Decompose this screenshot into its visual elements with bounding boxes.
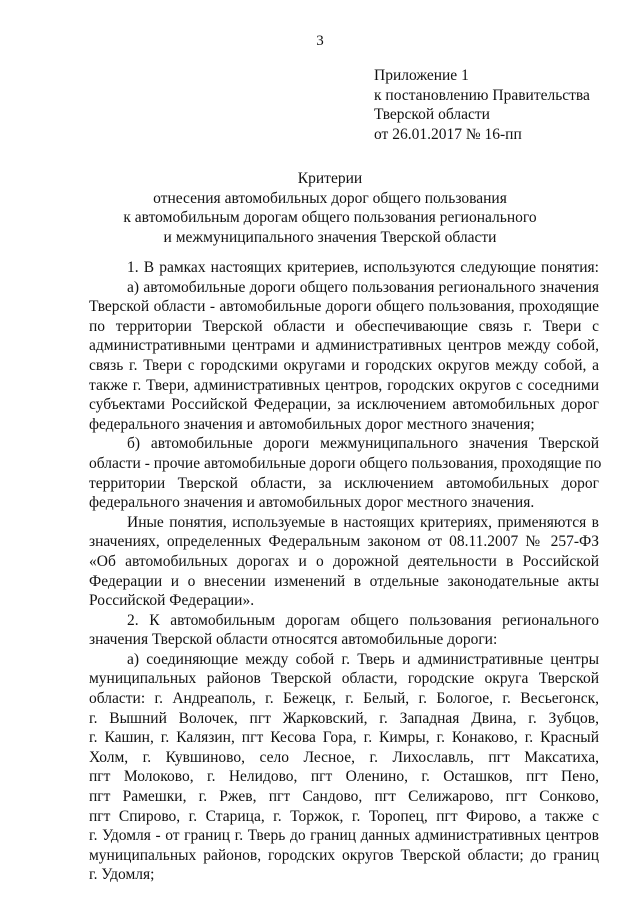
paragraph-line: г. Удомля - от границ г. Тверь до границ данных административных центров xyxy=(89,827,599,845)
paragraph-line: б) автомобильные дороги межмуниципального значения Тверской xyxy=(127,435,599,453)
appendix-line: Приложение 1 xyxy=(374,67,469,84)
paragraph-line: «Об автомобильных дорогах и о дорожной деятельности в Российской xyxy=(89,552,599,570)
paragraph-line: области: г. Андреаполь, г. Бежецк, г. Белый, г. Бологое, г. Весьегонск, xyxy=(89,690,599,708)
paragraph-line: также г. Твери, административных центров, городских округов с соседними xyxy=(89,376,599,394)
paragraph-line: значения Тверской области относятся автомобильные дороги: xyxy=(89,631,498,649)
paragraph-line: а) автомобильные дороги общего пользования регионального значения xyxy=(127,278,599,296)
paragraph-line: 1. В рамках настоящих критериев, используются следующие понятия: xyxy=(127,259,599,276)
paragraph-line: г. Вышний Волочек, пгт Жарковский, г. Западная Двина, г. Зубцов, xyxy=(89,709,599,727)
paragraph-line: связь г. Твери с городскими округами и городских округов между собой, а xyxy=(89,356,599,374)
paragraph-line: г. Кашин, г. Калязин, пгт Кесова Гора, г. Кимры, г. Конаково, г. Красный xyxy=(89,729,599,747)
paragraph-line: области - прочие автомобильные дороги общего пользования, проходящие по xyxy=(89,454,602,472)
paragraph-line: 2. К автомобильным дорогам общего пользования регионального xyxy=(127,611,599,629)
paragraph-line: значениях, определенных Федеральным законом от 08.11.2007 № 257-ФЗ xyxy=(89,533,599,551)
appendix-block xyxy=(374,66,590,144)
paragraph-line: территории Тверской области, за исключением автомобильных дорог xyxy=(89,474,599,492)
paragraph-line: муниципальных районов Тверской области, городские округа Тверской xyxy=(89,670,599,688)
paragraph-line: федерального значения и автомобильных дорог местного значения. xyxy=(89,494,535,512)
paragraph-line: Федерации и о внесении изменений в отдельные законодательные акты xyxy=(89,572,599,590)
page-number: 3 xyxy=(316,33,324,49)
appendix-line: к постановлению Правительства xyxy=(374,86,590,104)
paragraph-line: Российской Федерации». xyxy=(89,592,255,610)
paragraph-line: Тверской области - автомобильные дороги общего пользования, проходящие xyxy=(89,298,599,316)
paragraph-line: пгт Молоково, г. Нелидово, пгт Оленино, г. Осташков, пгт Пено, xyxy=(89,768,599,786)
title-line: к автомобильным дорогам общего пользования регионального xyxy=(123,209,537,227)
paragraph-line: административными центрами и административных центров между собой, xyxy=(89,337,599,355)
document-title xyxy=(60,169,600,247)
appendix-line: Тверской области xyxy=(374,106,490,124)
paragraph-line: федерального значения и автомобильных дорог местного значения; xyxy=(89,415,535,433)
document-body xyxy=(89,258,602,885)
title-line: и межмуниципального значения Тверской области xyxy=(163,228,497,246)
appendix-line: от 26.01.2017 № 16-пп xyxy=(374,125,522,143)
paragraph-line: пгт Спирово, г. Старица, г. Торжок, г. Торопец, пгт Фирово, а также с xyxy=(89,807,599,825)
title-line: отнесения автомобильных дорог общего пользования xyxy=(153,189,507,207)
paragraph-line: муниципальных районов, городских округов Тверской области; до границ xyxy=(89,846,599,864)
paragraph-line: пгт Рамешки, г. Ржев, пгт Сандово, пгт Селижарово, пгт Сонково, xyxy=(89,788,599,806)
paragraph-line: г. Удомля; xyxy=(89,866,155,884)
title-heading: Критерии xyxy=(297,170,363,187)
paragraph-line: Холм, г. Кувшиново, село Лесное, г. Лихославль, пгт Максатиха, xyxy=(89,748,599,766)
paragraph-line: а) соединяющие между собой г. Тверь и административные центры xyxy=(127,650,599,668)
paragraph-line: по территории Тверской области и обеспечивающие связь г. Твери с xyxy=(89,317,599,335)
paragraph-line: Иные понятия, используемые в настоящих критериях, применяются в xyxy=(127,513,599,531)
paragraph-line: субъектами Российской Федерации, за исключением автомобильных дорог xyxy=(89,396,599,414)
